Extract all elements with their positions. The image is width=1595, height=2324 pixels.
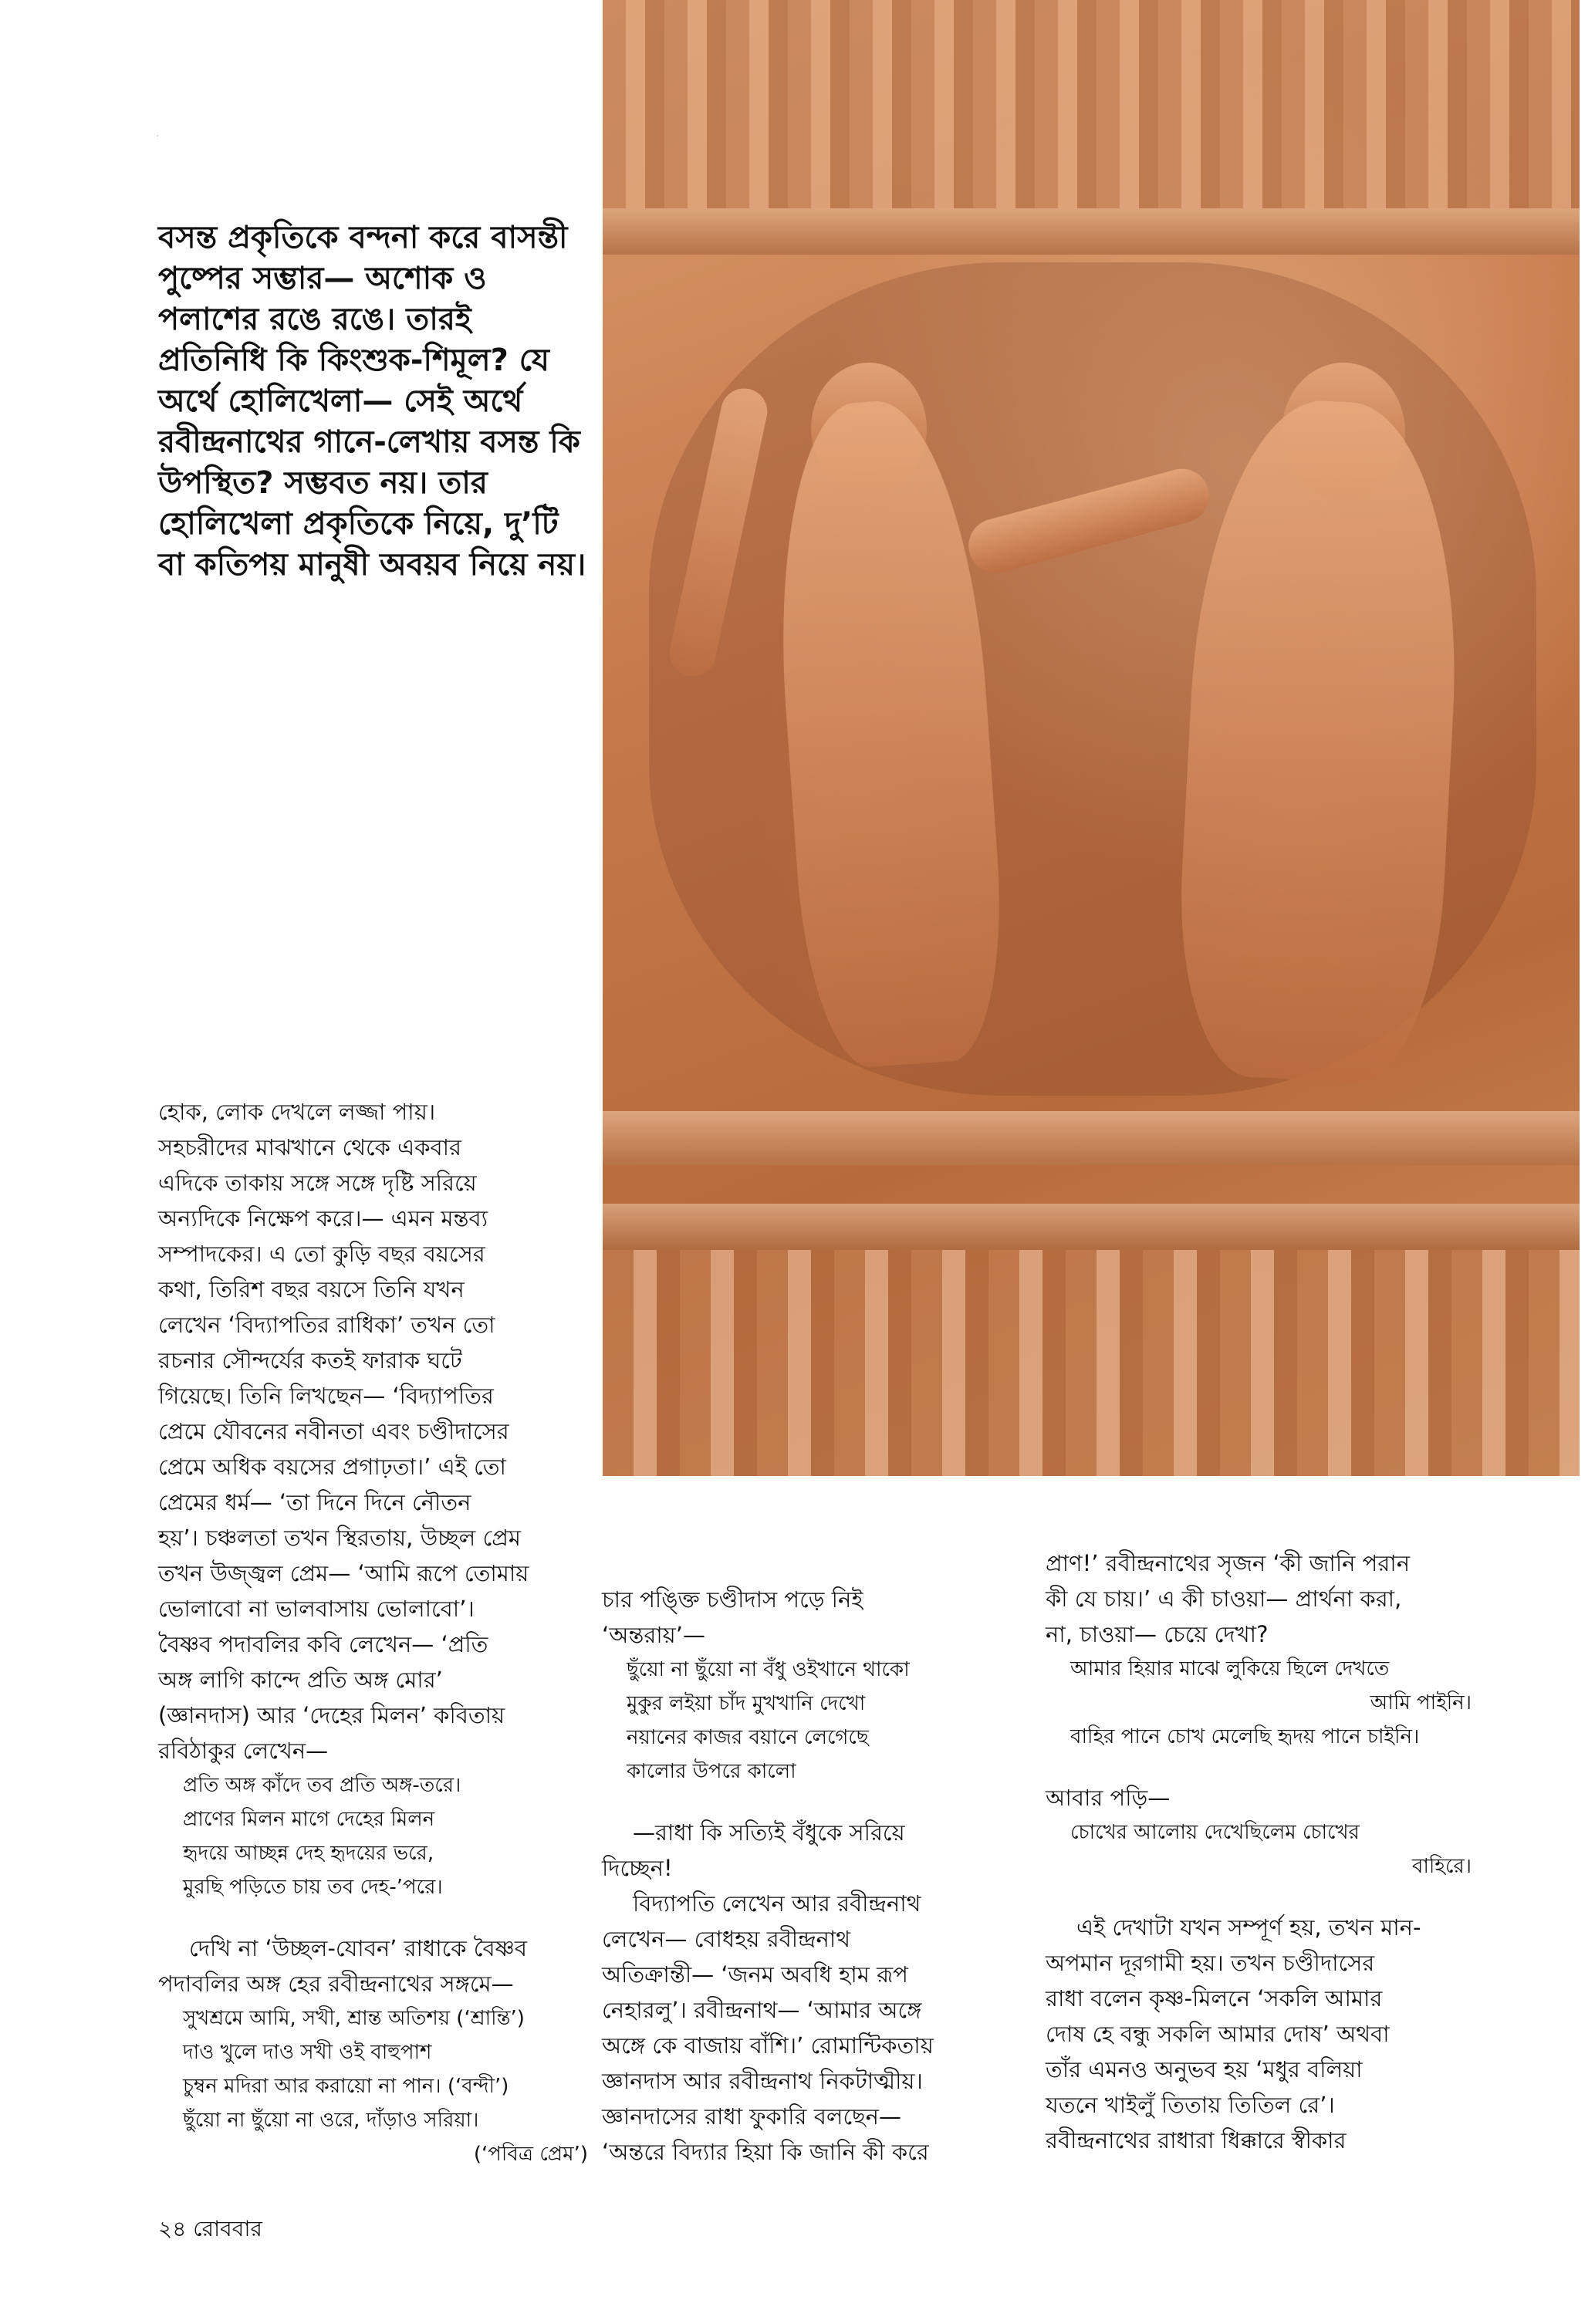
col1-verse-2 (158, 2001, 594, 2171)
col1-verse-1 (158, 1768, 594, 1904)
verse-line: হৃদয়ে আচ্ছন্ন দেহ হৃদয়ের ভরে, (183, 1842, 434, 1865)
text-line: তাঁর এমনও অনুভব হয় ‘মধুর বলিয়া (1046, 2056, 1363, 2082)
text-line: প্রেমে যৌবনের নবীনতা এবং চণ্ডীদাসের (158, 1418, 509, 1444)
text-line: দোষ হে বন্ধু সকলি আমার দোষ’ অথবা (1046, 2021, 1390, 2047)
verse-attribution: (‘পবিত্র প্রেম’) (473, 2143, 588, 2166)
text-line: অন্যদিকে নিক্ষেপ করে।— এমন মন্তব্য (158, 1205, 488, 1231)
verse-line: দাও খুলে দাও সখী ওই বাহুপাশ (183, 2041, 432, 2064)
text-line: না, চাওয়া— চেয়ে দেখা? (1046, 1621, 1269, 1647)
text-line: অতিক্রান্তী— ‘জনম অবধি হাম রূপ (602, 1961, 908, 1988)
text-line: তখন উজ্জ্বল প্রেম— ‘আমি রূপে তোমায় (158, 1560, 529, 1586)
verse-line: মুকুর লইয়া চাঁদ মুখখানি দেখো (627, 1692, 866, 1715)
text-line: ‘অন্তরে বিদ্যার হিয়া কি জানি কী করে (602, 2139, 929, 2165)
pull-quote: বসন্ত প্রকৃতিকে বন্দনা করে বাসন্তী পুষ্পের সম্ভার— অশোক ও পলাশের রঙে রঙে। তারই প্রতিনিধি কি কিংশুক-শিমূল? যে অর্থে হোলিখেলা— সেই অর্থে রবীন্দ্রনাথের গানে-লেখায় বসন্ত কি উপস্থিত? সম্ভবত নয়। তার হোলিখেলা প্রকৃতিকে নিয়ে, দু’টি বা কতিপয় মানুষী অবয়ব নিয়ে নয়। (158, 220, 586, 583)
text-line: নেহারলু’। রবীন্দ্রনাথ— ‘আমার অঙ্গে (602, 1997, 922, 2023)
text-line: এই দেখাটা যখন সম্পূর্ণ হয়, তখন মান- (1076, 1914, 1421, 1941)
text-line: জ্ঞানদাস আর রবীন্দ্রনাথ নিকটাত্মীয়। (602, 2068, 923, 2094)
text-line: আবার পড়ি— (1046, 1785, 1171, 1811)
text-line: পদাবলির অঙ্গ হের রবীন্দ্রনাথের সঙ্গমে— (158, 1971, 514, 1997)
verse-line: চুম্বন মদিরা আর করায়ো না পান। (‘বন্দী’) (183, 2075, 509, 2098)
text-line: বৈষ্ণব পদাবলির কবি লেখেন— ‘প্রতি (158, 1631, 488, 1657)
text-line: বিদ্যাপতি লেখেন আর রবীন্দ্রনাথ (633, 1890, 921, 1917)
text-line: লেখেন— বোধহয় রবীন্দ্রনাথ (602, 1926, 851, 1952)
verse-line: কালোর উপরে কালো (627, 1760, 796, 1783)
column-3 (1046, 1545, 1478, 2158)
verse-line: আমার হিয়ার মাঝে লুকিয়ে ছিলে দেখতে (1070, 1657, 1390, 1681)
text-line: (জ্ঞানদাস) আর ‘দেহের মিলন’ কবিতায় (158, 1702, 505, 1728)
verse-line: নয়ানের কাজর বয়ানে লেগেছে (627, 1726, 869, 1749)
text-line: রবীন্দ্রনাথের রাধারা ধিক্কারে স্বীকার (1046, 2127, 1347, 2153)
text-line: রবিঠাকুর লেখেন— (158, 1738, 329, 1764)
verse-line: প্রাণের মিলন মাগে দেহের মিলন (183, 1808, 435, 1831)
upper-rail (603, 208, 1580, 255)
lower-rail (603, 1111, 1580, 1165)
verse-line: ছুঁয়ো না ছুঁয়ো না ওরে, দাঁড়াও সরিয়া। (183, 2109, 479, 2132)
text-line: ভোলাবো না ভালবাসায় ভোলাবো’। (158, 1596, 475, 1622)
text-line: গিয়েছে। তিনি লিখছেন— ‘বিদ্যাপতির (158, 1383, 494, 1409)
text-line: এদিকে তাকায় সঙ্গে সঙ্গে দৃষ্টি সরিয়ে (158, 1170, 477, 1196)
column-1 (158, 1094, 594, 2171)
text-line: অঙ্গে কে বাজায় বাঁশি।’ রোমান্টিকতায় (602, 2032, 934, 2059)
verse-line: আমি পাইনি। (1370, 1691, 1472, 1714)
text-line: প্রাণ!’ রবীন্দ্রনাথের সৃজন ‘কী জানি পরান (1046, 1550, 1411, 1576)
terracotta-relief-photo (603, 0, 1580, 1476)
verse-line: চোখের আলোয় দেখেছিলেম চোখের (1070, 1821, 1360, 1844)
text-line: সম্পাদকের। এ তো কুড়ি বছর বয়সের (158, 1241, 485, 1267)
verse-line: বাহির পানে চোখ মেলেছি হৃদয় পানে চাইনি। (1070, 1725, 1420, 1748)
col1-body (158, 1094, 594, 1768)
text-line: রাধা বলেন কৃষ্ণ-মিলনে ‘সকলি আমার (1046, 1985, 1383, 2012)
spacer (1046, 1883, 1478, 1910)
verse-line: বাহিরে। (1411, 1855, 1472, 1878)
text-line: অপমান দূরগামী হয়। তখন চণ্ডীদাসের (1046, 1950, 1375, 1976)
page-folio: ২৪ রোববার (158, 2216, 262, 2241)
text-line: চার পঙ্ক্তি চণ্ডীদাস পড়ে নিই (602, 1586, 863, 1613)
text-line: জ্ঞানদাসের রাধা ফুকারি বলছেন— (602, 2103, 901, 2130)
column-2 (602, 1582, 1019, 2170)
text-line: কী যে চায়।’ এ কী চাওয়া— প্রার্থনা করা, (1046, 1586, 1402, 1612)
text-line: —রাধা কি সত্যিই বঁধুকে সরিয়ে (633, 1819, 905, 1846)
col1-para-2 (158, 1930, 594, 2001)
verse-line: মুরছি পড়িতে চায় তব দেহ-’পরে। (183, 1876, 443, 1899)
text-line: কথা, তিরিশ বছর বয়সে তিনি যখন (158, 1276, 465, 1302)
text-line: হোক, লোক দেখলে লজ্জা পায়। (158, 1099, 436, 1125)
lower-rail-2 (603, 1204, 1580, 1250)
verse-line: ছুঁয়ো না ছুঁয়ো না বঁধু ওইখানে থাকো (627, 1658, 910, 1681)
text-line: লেখেন ‘বিদ্যাপতির রাধিকা’ তখন তো (158, 1312, 495, 1338)
text-line: যতনে খাইলুঁ তিতায় তিতিল রে’। (1046, 2092, 1335, 2118)
spacer (158, 1904, 594, 1930)
text-line: ‘অন্তরায়’— (602, 1622, 705, 1648)
verse-line: প্রতি অঙ্গ কাঁদে তব প্রতি অঙ্গ-তরে। (183, 1774, 461, 1797)
lower-frieze (603, 1250, 1580, 1476)
upper-frieze (603, 0, 1580, 208)
text-line: রচনার সৌন্দর্যের কতই ফারাক ঘটে (158, 1347, 462, 1373)
spacer (602, 1789, 1019, 1815)
spacer (1046, 1754, 1478, 1780)
stray-mark: · (157, 133, 159, 140)
text-line: অঙ্গ লাগি কান্দে প্রতি অঙ্গ মোর’ (158, 1667, 443, 1693)
text-line: প্রেমে অধিক বয়সের প্রগাঢ়তা।’ এই তো (158, 1454, 506, 1480)
text-line: সহচরীদের মাঝখানে থেকে একবার (158, 1134, 462, 1160)
verse-line: সুখশ্রমে আমি, সখী, শ্রান্ত অতিশয় (‘শ্রান্তি’) (183, 2007, 525, 2030)
text-line: প্রেমের ধর্ম— ‘তা দিনে দিনে নৌতন (158, 1489, 471, 1515)
text-line: দেখি না ‘উচ্ছল-যোবন’ রাধাকে বৈষ্ণব (189, 1935, 527, 1961)
text-line: দিচ্ছেন! (602, 1855, 673, 1881)
text-line: হয়’। চঞ্চলতা তখন স্থিরতায়, উচ্ছল প্রেম (158, 1525, 521, 1551)
